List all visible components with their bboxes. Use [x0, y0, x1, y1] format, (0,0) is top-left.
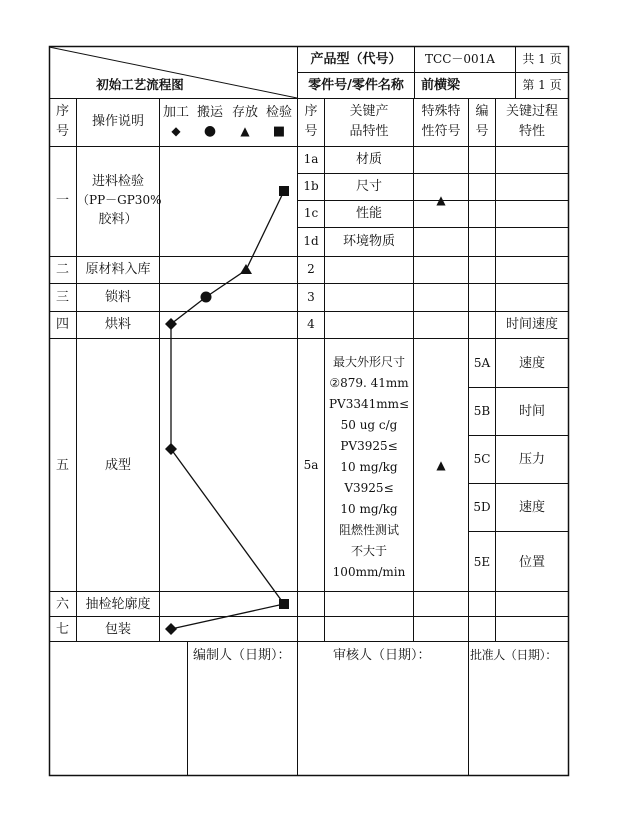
- inspect-marker-step6: [279, 599, 289, 609]
- inspect-marker-step1: [279, 186, 289, 196]
- step-2-seq: 2: [307, 262, 315, 276]
- col-special-2: 性符号: [421, 124, 461, 139]
- step-1-desc-3: 胶料）: [98, 212, 138, 227]
- col-seq-b-1: 序: [304, 104, 318, 119]
- step-5-char-9: 阻燃性测试: [338, 523, 399, 537]
- product-label: 产品型（代号）: [310, 52, 402, 67]
- square-icon: ■: [272, 124, 286, 139]
- step-3-desc: 锁料: [104, 290, 131, 305]
- approved-by-label: 批准人（日期）：: [470, 648, 557, 662]
- col-store-label: 存放: [231, 105, 258, 120]
- step-4-no: 四: [55, 317, 69, 332]
- step-1b-char: 尺寸: [355, 179, 382, 194]
- step-5-char-6: 10 mg/kg: [340, 460, 398, 474]
- col-special-1: 特殊特: [421, 104, 461, 119]
- process-marker-step7: [165, 623, 177, 635]
- step-5C-char: 压力: [518, 452, 545, 467]
- step-5-char-3: PV3341mm≤: [328, 397, 410, 411]
- col-key-product-1: 关键产: [349, 104, 389, 119]
- step-5C-code: 5C: [473, 452, 491, 466]
- process-marker-step5: [165, 443, 177, 455]
- step-3-seq: 3: [307, 290, 315, 304]
- col-transport-label: 搬运: [196, 105, 223, 120]
- step-1b-seq: 1b: [303, 179, 319, 193]
- col-process-label: 加工: [162, 105, 189, 120]
- step-7-no: 七: [55, 622, 69, 637]
- step-4-seq: 4: [307, 317, 315, 331]
- col-op-desc: 操作说明: [91, 114, 144, 129]
- step-5E-code: 5E: [473, 555, 491, 569]
- step-5-char-4: 50 ug c/g: [340, 418, 398, 432]
- step-5-char-8: 10 mg/kg: [340, 502, 398, 516]
- col-seq-a-1: 序: [55, 104, 69, 119]
- step-2-desc: 原材料入库: [85, 262, 151, 277]
- step-1-no: 一: [55, 193, 69, 208]
- step-1c-seq: 1c: [303, 206, 319, 220]
- step-5-seq: 5a: [303, 458, 319, 472]
- step-1a-seq: 1a: [303, 152, 319, 166]
- step-5D-char: 速度: [518, 500, 545, 515]
- part-name: 前横梁: [421, 78, 461, 93]
- col-code-1: 编: [475, 104, 489, 119]
- step-5-char-5: PV3925≤: [340, 439, 398, 453]
- step-4-desc: 烘料: [104, 317, 131, 332]
- prepared-by-label: 编制人（日期）：: [193, 648, 291, 663]
- col-seq-b-2: 号: [304, 124, 318, 139]
- step-6-no: 六: [55, 597, 69, 612]
- step-5A-code: 5A: [473, 356, 491, 370]
- step-7-desc: 包装: [104, 622, 131, 637]
- col-key-product-2: 品特性: [349, 124, 389, 139]
- step-5-char-1: 最大外形尺寸: [332, 355, 405, 369]
- triangle-icon: ▲: [240, 124, 250, 138]
- step-5-desc: 成型: [104, 458, 131, 473]
- step-1c-char: 性能: [355, 206, 382, 221]
- process-marker-step4: [165, 318, 177, 330]
- step-5A-char: 速度: [518, 356, 545, 371]
- step-5-special-mark: ▲: [436, 458, 446, 472]
- step-5-char-7: V3925≤: [344, 481, 394, 495]
- page-number: 第 1 页: [522, 78, 562, 92]
- step-5D-code: 5D: [473, 500, 491, 514]
- col-inspect-label: 检验: [265, 105, 292, 120]
- col-key-process-2: 特性: [518, 124, 545, 139]
- step-5-char-10: 不大于: [350, 544, 387, 558]
- step-5-char-2: ②879. 41mm: [329, 376, 409, 390]
- transport-marker-step3: [201, 292, 212, 303]
- step-4-process-char: 时间速度: [505, 317, 558, 332]
- circle-icon: ●: [203, 123, 217, 139]
- total-pages: 共 1 页: [522, 52, 562, 66]
- step-5-no: 五: [55, 458, 69, 473]
- step-5B-code: 5B: [473, 404, 491, 418]
- form-title: 初始工艺流程图: [96, 77, 184, 92]
- reviewed-by-label: 审核人（日期）：: [333, 648, 431, 663]
- step-5-char-11: 100mm/min: [332, 565, 406, 579]
- step-1a-char: 材质: [355, 152, 382, 167]
- step-2-no: 二: [55, 262, 69, 277]
- col-key-process-1: 关键过程: [505, 104, 558, 119]
- product-code: TCC－001A: [425, 52, 495, 66]
- step-1-desc-1: 进料检验: [91, 174, 144, 189]
- part-label: 零件号/零件名称: [308, 78, 404, 93]
- step-1d-seq: 1d: [303, 234, 319, 248]
- step-1-desc-2: （PP－GP30%: [77, 193, 162, 207]
- step-1d-char: 环境物质: [342, 234, 395, 249]
- col-code-2: 号: [475, 124, 489, 139]
- step-3-no: 三: [55, 290, 69, 305]
- col-seq-a-2: 号: [55, 124, 69, 139]
- step-6-desc: 抽检轮廓度: [85, 597, 151, 612]
- step-5E-char: 位置: [518, 555, 545, 570]
- step-1-special-mark: ▲: [436, 193, 446, 207]
- diamond-icon: ◆: [171, 124, 181, 138]
- store-marker-step2: [240, 264, 252, 274]
- step-5B-char: 时间: [518, 404, 545, 419]
